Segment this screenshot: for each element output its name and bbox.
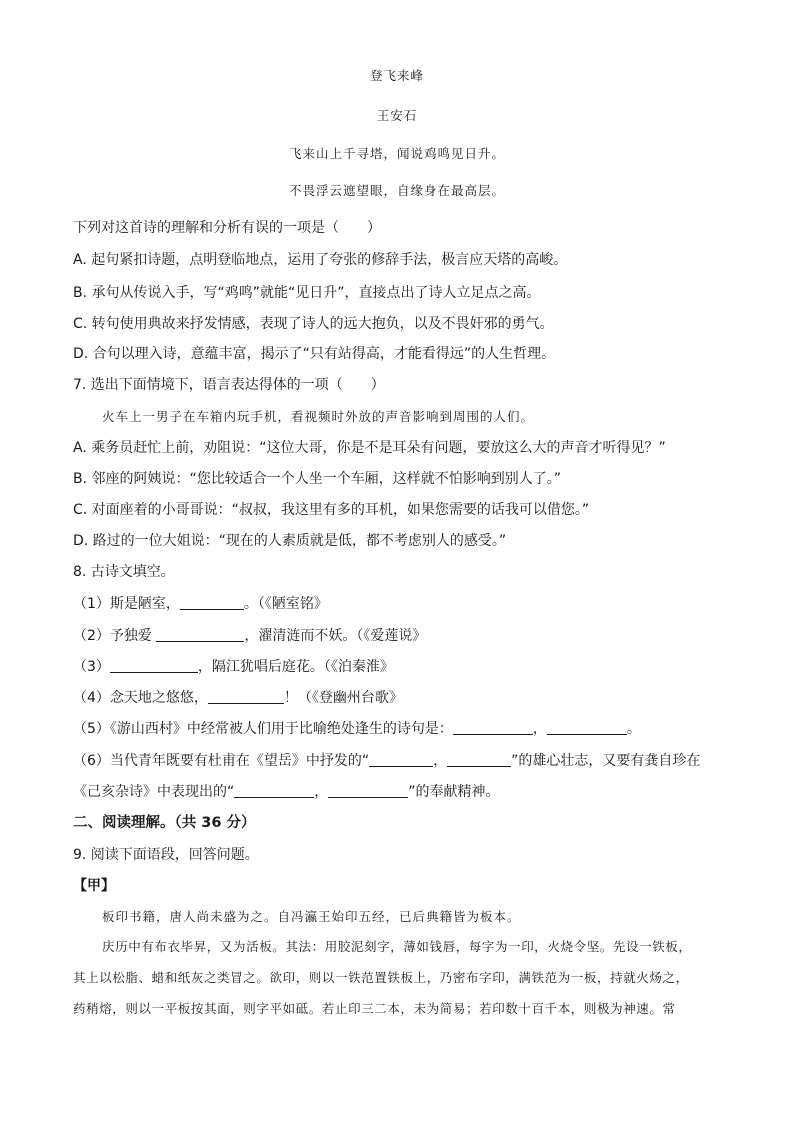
question-8-item-1 [73,594,328,614]
answer-blank[interactable] [453,720,533,735]
item-2-prefix: （2）予独爱 [73,628,157,644]
question-7-option-a: A. 乘务员赶忙上前，劝阻说：“这位大哥，你是不是耳朵有问题，要放这么大的声音才听得见？” [73,440,666,456]
question-6-option-b: B. 承句从传说入手，写“鸡鸣”就能“见日升”，直接点出了诗人立足点之高。 [73,285,541,301]
item-4-suffix: ！（《登幽州台歌》 [283,690,403,706]
item-6b-prefix: 《己亥杂诗》中表现出的“ [73,784,235,800]
item-3-suffix: ，隔江犹唱后庭花。（《泊秦淮》 [197,659,394,675]
item-5-suffix: 。 [626,721,641,737]
question-8-item-6-continued [73,782,500,802]
item-1-prefix: （1）斯是陋室， [73,596,180,612]
question-8-item-5 [73,719,641,739]
poem-line-2: 不畏浮云遮望眼，自缘身在最高层。 [288,183,505,198]
item-5-prefix: （5）《游山西村》中经常被人们用于比喻绝处逢生的诗句是： [73,721,453,737]
answer-blank[interactable] [369,752,433,767]
question-7-stem: 7. 选出下面情境下，语言表达得体的一项（ ） [73,377,385,393]
question-6-option-a: A. 起句紧扣诗题，点明登临地点，运用了夸张的修辞手法，极言应天塔的高峻。 [73,252,568,268]
answer-blank[interactable] [180,595,244,610]
answer-blank[interactable] [447,752,511,767]
question-8-item-4 [73,688,403,708]
answer-blank[interactable] [156,627,244,642]
question-7-option-b: B. 邻座的阿姨说：“您比较适合一个人坐一个车厢，这样就不怕影响到别人了。” [73,471,562,487]
answer-blank[interactable] [328,783,408,798]
answer-blank[interactable] [547,720,627,735]
question-7-option-d: D. 路过的一位大姐说：“现在的人素质就是低，都不考虑别人的感受。” [73,533,507,549]
item-6-suffix: ”的雄心壮志，又要有龚自珍在 [511,753,701,769]
item-4-prefix: （4）念天地之悠悠， [73,690,208,706]
poem-title: 登飞来峰 [369,68,424,83]
question-9-stem: 9. 阅读下面语段，回答问题。 [73,847,259,863]
poem-line-1: 飞来山上千寻塔，闻说鸡鸣见日升。 [288,146,505,161]
item-6b-separator: ， [314,784,329,800]
question-8-item-2 [73,626,426,646]
item-6-prefix: （6）当代青年既要有杜甫在《望岳》中抒发的“ [73,753,370,769]
answer-blank[interactable] [234,783,314,798]
passage-paragraph-2-line-2: 其上以松脂、蜡和纸灰之类冒之。欲印，则以一铁范置铁板上，乃密布字印，满铁范为一板，持就火炀之， [73,970,689,985]
question-8-item-6 [73,751,700,771]
question-7-context: 火车上一男子在车箱内玩手机，看视频时外放的声音影响到周围的人们。 [102,409,535,424]
question-8-stem: 8. 古诗文填空。 [73,564,175,580]
question-7-option-c: C. 对面座着的小哥哥说：“叔叔，我这里有多的耳机，如果您需要的话我可以借您。” [73,502,590,518]
item-2-suffix: ，濯清涟而不妖。（《爱莲说》 [244,628,427,644]
item-3-prefix: （3） [73,659,110,675]
question-6-stem: 下列对这首诗的理解和分析有误的一项是（ ） [73,220,381,236]
section-2-heading: 二、阅读理解。（共 36 分） [73,815,256,831]
passage-paragraph-2-line-3: 药稍熔，则以一平板按其面，则字平如砥。若止印三二本，未为简易；若印数十百千本，则极为神速。常 [73,1001,676,1016]
item-1-suffix: 。（《陋室铭》 [243,596,328,612]
passage-paragraph-1: 板印书籍，唐人尚未盛为之。自冯瀛王始印五经，已后典籍皆为板本。 [102,909,521,924]
question-8-item-3 [73,657,394,677]
answer-blank[interactable] [208,689,284,704]
poem-author: 王安石 [376,108,418,123]
item-6-separator: ， [433,753,448,769]
question-6-option-d: D. 合句以理入诗，意蕴丰富，揭示了“只有站得高，才能看得远”的人生哲理。 [73,346,556,362]
item-5-separator: ， [532,721,547,737]
item-6b-suffix: ”的奉献精神。 [408,784,500,800]
passage-label-jia: 【甲】 [73,878,115,894]
answer-blank[interactable] [110,658,198,673]
question-6-option-c: C. 转句使用典故来抒发情感，表现了诗人的远大抱负，以及不畏奸邪的勇气。 [73,316,554,332]
passage-paragraph-2-line-1: 庆历中有布衣毕昇，又为活板。其法：用胶泥刻字，薄如钱唇，每字为一印，火烧令坚。先设一铁板， [102,939,692,954]
